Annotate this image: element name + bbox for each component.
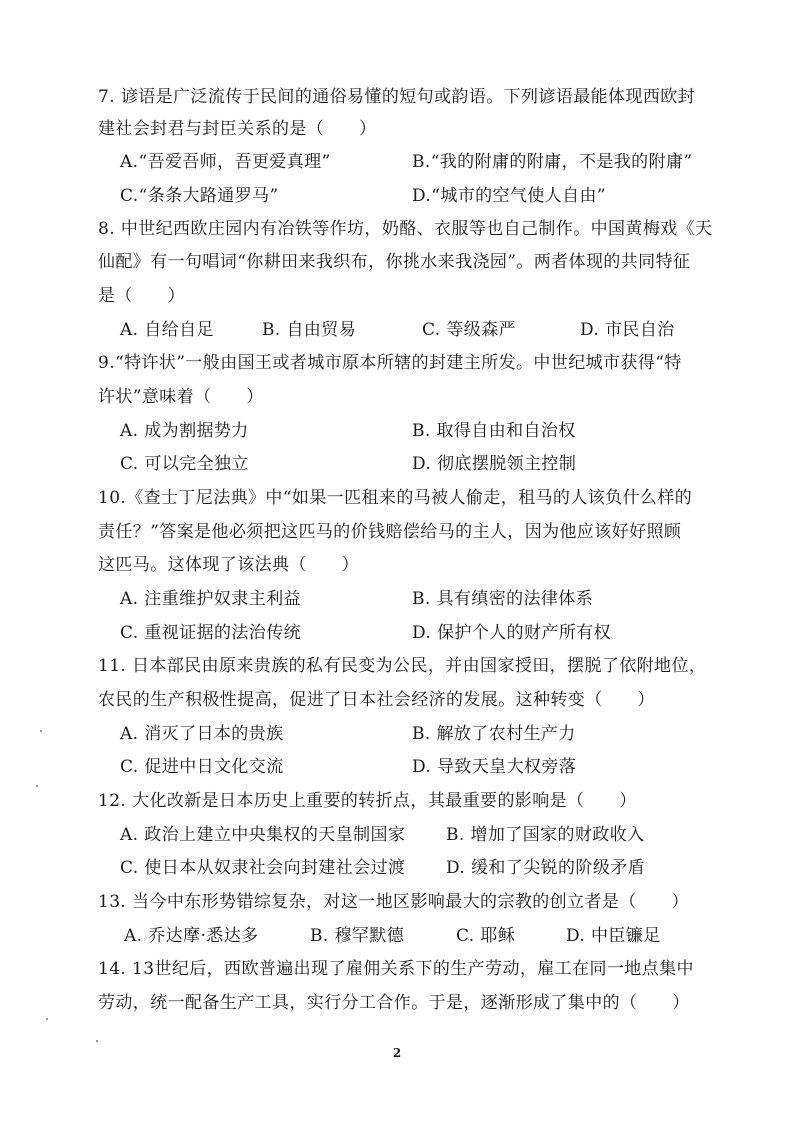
q7-option-b: B.“我的附庸的附庸，不是我的附庸” <box>412 152 693 172</box>
q10-option-c: C. 重视证据的法治传统 <box>120 623 302 643</box>
q8-stem-line-1: 8. 中世纪西欧庄园内有冶铁等作坊，奶酪、衣服等也自己制作。中国黄梅戏《天 <box>98 219 713 239</box>
q13-option-a: A. 乔达摩·悉达多 <box>124 926 259 946</box>
q8-option-a: A. 自给自足 <box>120 320 214 340</box>
q7-option-c: C.“条条大路通罗马” <box>120 186 279 206</box>
q12-option-b: B. 增加了国家的财政收入 <box>446 825 645 845</box>
q12-option-c: C. 使日本从奴隶社会向封建社会过渡 <box>120 858 406 878</box>
q10-stem-line-3: 这匹马。这体现了该法典（ ） <box>98 555 359 575</box>
scan-speck <box>46 1018 48 1020</box>
scan-speck <box>40 730 42 732</box>
q7-stem-line-1: 7. 谚语是广泛流传于民间的通俗易懂的短句或韵语。下列谚语最能体现西欧封 <box>98 87 696 107</box>
q9-option-a: A. 成为割据势力 <box>120 421 249 441</box>
q13-option-b: B. 穆罕默德 <box>310 926 405 946</box>
q9-option-c: C. 可以完全独立 <box>120 454 249 474</box>
q10-option-d: D. 保护个人的财产所有权 <box>412 623 612 643</box>
q7-stem-line-2: 建社会封君与封臣关系的是（ ） <box>98 119 377 139</box>
scan-speck <box>96 1040 98 1042</box>
q10-stem-line-2: 责任？”答案是他必须把这匹马的价钱赔偿给马的主人，因为他应该好好照顾 <box>98 522 682 542</box>
q7-option-a: A.“吾爱吾师，吾更爱真理” <box>120 152 331 172</box>
page-number: 2 <box>392 1046 402 1060</box>
q13-option-c: C. 耶稣 <box>456 926 516 946</box>
q11-option-d: D. 导致天皇大权旁落 <box>412 757 577 777</box>
q14-stem-line-2: 劳动，统一配备生产工具，实行分工合作。于是，逐渐形成了集中的（ ） <box>98 993 690 1013</box>
q12-option-a: A. 政治上建立中央集权的天皇制国家 <box>120 825 406 845</box>
q9-option-d: D. 彻底摆脱领主控制 <box>412 454 577 474</box>
q11-option-a: A. 消灭了日本的贵族 <box>120 724 284 744</box>
q12-option-d: D. 缓和了尖锐的阶级矛盾 <box>446 858 646 878</box>
q9-stem-line-1: 9.“特许状”一般由国王或者城市原本所辖的封建主所发。中世纪城市获得“特 <box>98 353 682 373</box>
q9-option-b: B. 取得自由和自治权 <box>412 421 576 441</box>
q11-option-c: C. 促进中日文化交流 <box>120 757 284 777</box>
q12-stem-line-1: 12. 大化改新是日本历史上重要的转折点，其最重要的影响是（ ） <box>98 791 637 811</box>
q11-option-b: B. 解放了农村生产力 <box>412 724 576 744</box>
scan-speck <box>36 785 38 787</box>
q10-option-b: B. 具有缜密的法律体系 <box>412 589 594 609</box>
q9-stem-line-2: 许状”意味着（ ） <box>98 387 264 407</box>
q8-stem-line-3: 是（ ） <box>98 286 185 306</box>
q8-option-d: D. 市民自治 <box>580 320 675 340</box>
q13-option-d: D. 中臣镰足 <box>566 926 661 946</box>
q11-stem-line-2: 农民的生产积极性提高，促进了日本社会经济的发展。这种转变（ ） <box>98 690 655 710</box>
q7-option-d: D.“城市的空气使人自由” <box>412 186 607 206</box>
q13-stem-line-1: 13. 当今中东形势错综复杂，对这一地区影响最大的宗教的创立者是（ ） <box>98 892 689 912</box>
q8-stem-line-2: 仙配》有一句唱词“你耕田来我织布，你挑水来我浇园”。两者体现的共同特征 <box>98 252 691 272</box>
q10-option-a: A. 注重维护奴隶主利益 <box>120 589 301 609</box>
q8-option-b: B. 自由贸易 <box>262 320 357 340</box>
q14-stem-line-1: 14. 13世纪后，西欧普遍出现了雇佣关系下的生产劳动，雇工在同一地点集中 <box>98 959 694 979</box>
q11-stem-line-1: 11. 日本部民由原来贵族的私有民变为公民，并由国家授田，摆脱了依附地位， <box>98 656 707 676</box>
q8-option-c: C. 等级森严 <box>422 320 517 340</box>
q10-stem-line-1: 10.《查士丁尼法典》中“如果一匹租来的马被人偷走，租马的人该负什么样的 <box>98 488 693 508</box>
